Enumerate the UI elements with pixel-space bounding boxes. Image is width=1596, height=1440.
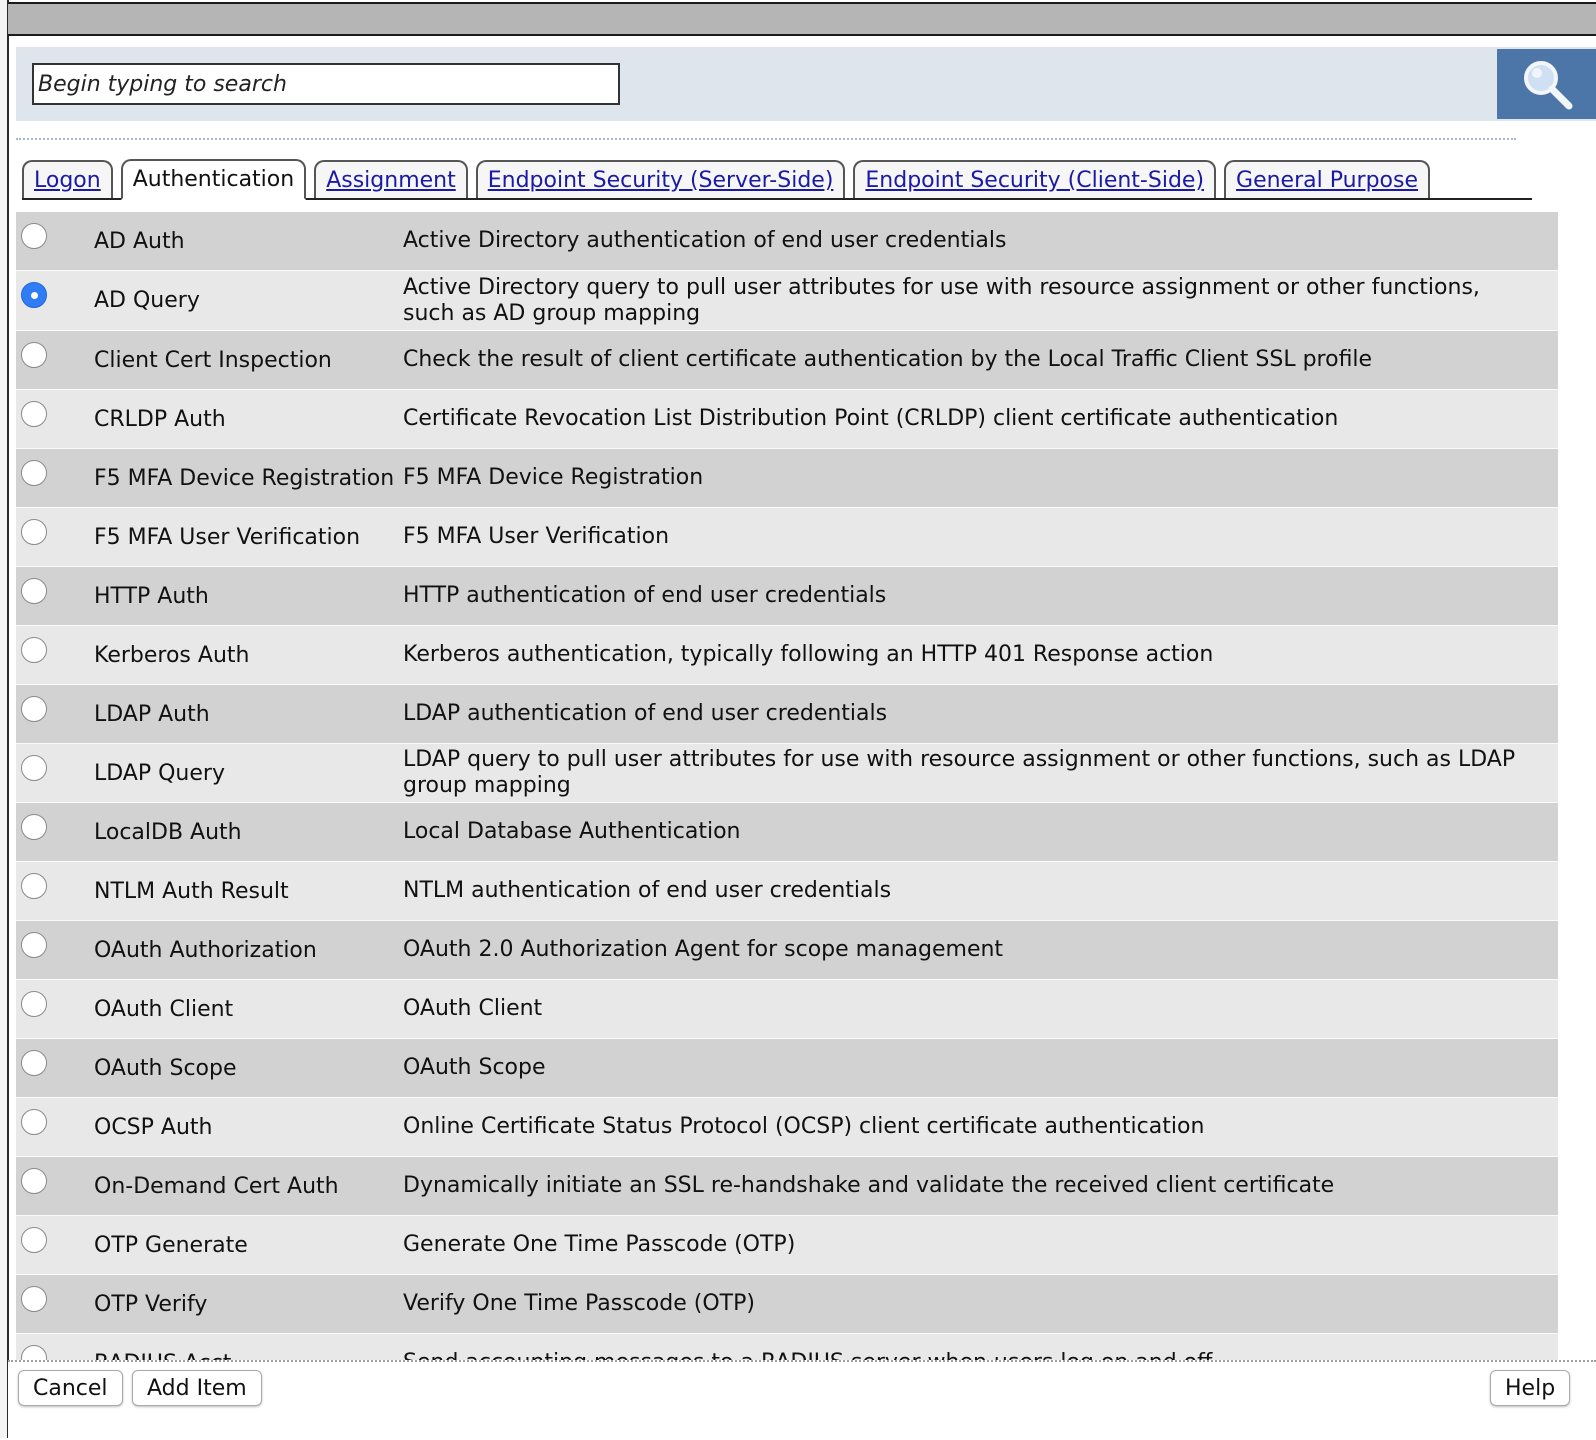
radio-button[interactable] bbox=[21, 873, 47, 899]
item-description: OAuth 2.0 Authorization Agent for scope management bbox=[403, 937, 1004, 962]
list-item[interactable] bbox=[16, 1039, 1558, 1098]
magnifier-icon bbox=[1520, 57, 1574, 111]
list-item[interactable] bbox=[16, 921, 1558, 980]
cancel-button[interactable]: Cancel bbox=[18, 1370, 123, 1406]
item-name: Kerberos Auth bbox=[94, 642, 250, 668]
item-name: OAuth Scope bbox=[94, 1055, 237, 1081]
radio-button[interactable] bbox=[21, 342, 47, 368]
tab-assignment[interactable] bbox=[314, 160, 468, 198]
item-name: Client Cert Inspection bbox=[94, 347, 332, 373]
item-name: On-Demand Cert Auth bbox=[94, 1173, 339, 1199]
radio-button[interactable] bbox=[21, 1109, 47, 1135]
item-description: LDAP query to pull user attributes for use with resource assignment or other functions, such as LDAP group mapping bbox=[403, 747, 1516, 798]
tab-endpoint-security-server-side[interactable] bbox=[476, 160, 846, 198]
item-name: LocalDB Auth bbox=[94, 819, 242, 845]
item-description: NTLM authentication of end user credentials bbox=[403, 878, 892, 903]
item-description: F5 MFA Device Registration bbox=[403, 465, 704, 490]
item-description: Dynamically initiate an SSL re-handshake and validate the received client certificate bbox=[403, 1173, 1335, 1198]
separator bbox=[16, 138, 1516, 140]
item-description: Verify One Time Passcode (OTP) bbox=[403, 1291, 755, 1316]
search-bar bbox=[16, 47, 1596, 121]
search-button[interactable] bbox=[1497, 49, 1596, 119]
list-item[interactable] bbox=[16, 331, 1558, 390]
list-item[interactable] bbox=[16, 390, 1558, 449]
list-item[interactable] bbox=[16, 567, 1558, 626]
radio-button[interactable] bbox=[21, 519, 47, 545]
search-input[interactable] bbox=[32, 63, 620, 105]
item-name: F5 MFA User Verification bbox=[94, 524, 361, 550]
radio-button[interactable] bbox=[21, 991, 47, 1017]
item-description: Kerberos authentication, typically following an HTTP 401 Response action bbox=[403, 642, 1214, 667]
item-name: NTLM Auth Result bbox=[94, 878, 289, 904]
list-item[interactable] bbox=[16, 508, 1558, 567]
item-description: HTTP authentication of end user credentials bbox=[403, 583, 887, 608]
item-list bbox=[16, 212, 1558, 1360]
list-item[interactable] bbox=[16, 1157, 1558, 1216]
item-name: F5 MFA Device Registration bbox=[94, 465, 395, 491]
radio-button[interactable] bbox=[21, 460, 47, 486]
list-item[interactable] bbox=[16, 212, 1558, 271]
tab-label: Endpoint Security (Server-Side) bbox=[487, 167, 834, 193]
tab-label: Authentication bbox=[132, 167, 295, 192]
radio-button[interactable] bbox=[21, 932, 47, 958]
item-name: LDAP Auth bbox=[94, 701, 210, 727]
item-description: F5 MFA User Verification bbox=[403, 524, 670, 549]
item-name: OTP Verify bbox=[94, 1291, 208, 1317]
list-item[interactable] bbox=[16, 271, 1558, 331]
list-item[interactable] bbox=[16, 626, 1558, 685]
list-item[interactable] bbox=[16, 744, 1558, 803]
tab-label: Logon bbox=[34, 167, 101, 193]
radio-button[interactable] bbox=[21, 1227, 47, 1253]
radio-button[interactable] bbox=[21, 1286, 47, 1312]
item-description: Generate One Time Passcode (OTP) bbox=[403, 1232, 796, 1257]
item-name: OCSP Auth bbox=[94, 1114, 213, 1140]
list-item[interactable] bbox=[16, 980, 1558, 1039]
item-name: LDAP Query bbox=[94, 760, 225, 786]
tab-label: Endpoint Security (Client-Side) bbox=[865, 167, 1205, 193]
item-name: CRLDP Auth bbox=[94, 406, 226, 432]
window-edge bbox=[0, 0, 9, 1438]
item-description: Local Database Authentication bbox=[403, 819, 741, 844]
tab-logon[interactable] bbox=[22, 160, 113, 198]
list-item[interactable] bbox=[16, 449, 1558, 508]
radio-button[interactable] bbox=[21, 696, 47, 722]
add-item-button[interactable]: Add Item bbox=[132, 1370, 262, 1406]
radio-button[interactable] bbox=[21, 223, 47, 249]
radio-button[interactable] bbox=[21, 1050, 47, 1076]
list-item[interactable] bbox=[16, 803, 1558, 862]
item-description: OAuth Client bbox=[403, 996, 543, 1021]
item-name: AD Auth bbox=[94, 228, 185, 254]
item-description: OAuth Scope bbox=[403, 1055, 546, 1080]
list-item[interactable] bbox=[16, 1275, 1558, 1334]
item-description: Check the result of client certificate authentication by the Local Traffic Client SSL profile bbox=[403, 347, 1373, 372]
list-item[interactable] bbox=[16, 1216, 1558, 1275]
list-item[interactable] bbox=[16, 862, 1558, 921]
item-name: AD Query bbox=[94, 288, 200, 313]
radio-button[interactable] bbox=[21, 401, 47, 427]
tab-authentication[interactable] bbox=[121, 159, 307, 200]
item-name: OAuth Authorization bbox=[94, 937, 317, 963]
dialog-footer bbox=[8, 1360, 1596, 1440]
item-description: Online Certificate Status Protocol (OCSP) client certificate authentication bbox=[403, 1114, 1205, 1139]
help-button[interactable]: Help bbox=[1490, 1370, 1570, 1406]
radio-button[interactable] bbox=[21, 1168, 47, 1194]
tab-endpoint-security-client-side[interactable] bbox=[853, 160, 1216, 198]
item-name: HTTP Auth bbox=[94, 583, 209, 609]
radio-button[interactable] bbox=[21, 755, 47, 781]
radio-button[interactable] bbox=[21, 637, 47, 663]
radio-button[interactable] bbox=[21, 282, 47, 308]
list-item[interactable] bbox=[16, 685, 1558, 744]
radio-button[interactable] bbox=[21, 814, 47, 840]
item-description: Active Directory query to pull user attributes for use with resource assignment or other functions, such as AD group mapping bbox=[403, 274, 1480, 326]
item-name: OTP Generate bbox=[94, 1232, 248, 1258]
tab-bar bbox=[22, 159, 1532, 200]
item-name: OAuth Client bbox=[94, 996, 234, 1022]
item-description: Certificate Revocation List Distribution Point (CRLDP) client certificate authentication bbox=[403, 406, 1339, 431]
tab-label: Assignment bbox=[326, 167, 456, 193]
list-item[interactable] bbox=[16, 1098, 1558, 1157]
tab-general-purpose[interactable] bbox=[1224, 160, 1430, 198]
dialog-title-bar[interactable] bbox=[8, 2, 1596, 36]
item-description: LDAP authentication of end user credentials bbox=[403, 701, 888, 726]
tab-label: General Purpose bbox=[1236, 167, 1419, 193]
radio-button[interactable] bbox=[21, 578, 47, 604]
item-description: Active Directory authentication of end user credentials bbox=[403, 228, 1007, 253]
